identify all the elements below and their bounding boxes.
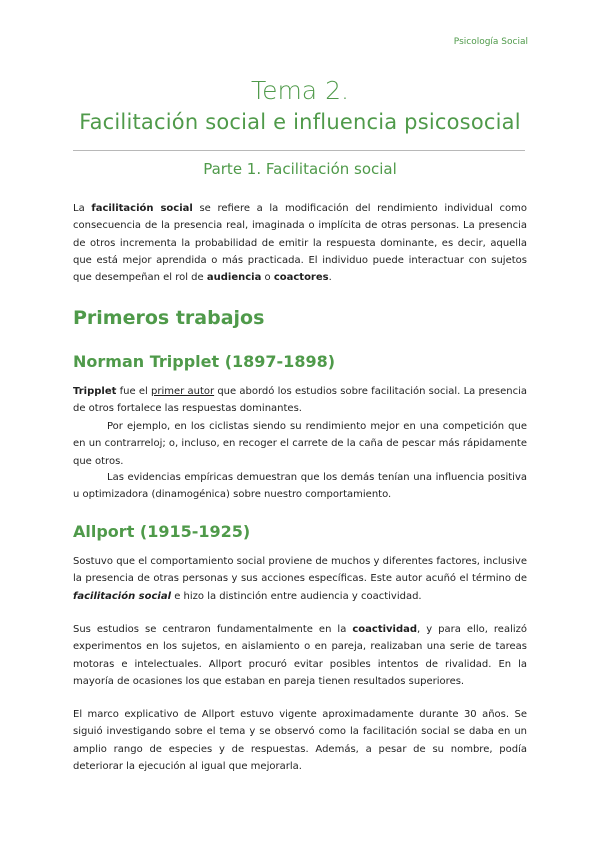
- underlined-primer-autor: primer autor: [151, 386, 215, 397]
- allport-paragraph-1: Sostuvo que el comportamiento social proviene de muchos y diferentes factores, inclusive la presencia de otras personas y sus acciones específicas. Este autor acuñó el término de facilitación social e hizo la distinción entre audiencia y coactividad.: [73, 556, 527, 602]
- tripplet-paragraph-3: Las evidencias empíricas demuestran que los demás tenían una influencia positiva u optimizadora (dinamogénica) sobre nuestro comportamiento.: [73, 472, 527, 501]
- running-header: Psicología Social: [453, 37, 528, 47]
- allport-paragraph-3: El marco explicativo de Allport estuvo vigente aproximadamente durante 30 años. Se siguió investigando sobre el tema y se observó como la facilitación social se daba en un amplio rango de especies y de respuestas. Además, a pesar de su nombre, podía deteriorar la ejecución al igual que mejorarla.: [73, 709, 527, 772]
- tripplet-paragraph-2: Por ejemplo, en los ciclistas siendo su rendimiento mejor en una competición que en un contrarreloj; o, incluso, en recoger el carrete de la caña de pescar más rápidamente que otros.: [73, 421, 527, 467]
- topic-title: Tema 2.: [251, 76, 349, 105]
- term-coactores: coactores: [273, 272, 329, 284]
- heading-allport: Allport (1915-1925): [73, 522, 251, 541]
- term-facilitacion-social-italic: facilitación social: [73, 590, 172, 602]
- heading-tripplet: Norman Tripplet (1897-1898): [73, 352, 336, 371]
- term-audiencia: audiencia: [206, 272, 262, 284]
- allport-paragraph-2: Sus estudios se centraron fundamentalmente en la coactividad, y para ello, realizó experimentos en los sujetos, en aislamiento o en pareja, realizaban una serie de tareas motoras e intelectuales. Allport procuró evitar posibles intentos de rivalidad. En la mayoría de ocasiones los que estaban en pareja tienen resultados superiores.: [73, 624, 527, 687]
- title-divider: [73, 150, 525, 151]
- tripplet-paragraph-1: Tripplet fue el primer autor que abordó los estudios sobre facilitación social. La presencia de otros fortalece las respuestas dominantes.: [73, 386, 527, 415]
- term-coactividad: coactividad: [352, 624, 418, 635]
- part-title: Parte 1. Facilitación social: [203, 160, 397, 178]
- term-facilitacion-social: facilitación social: [91, 203, 193, 214]
- topic-subtitle: Facilitación social e influencia psicosocial: [79, 110, 521, 134]
- intro-paragraph: La facilitación social se refiere a la modificación del rendimiento individual como consecuencia de la presencia real, imaginada o implícita de otras personas. La presencia de otros incrementa la probabilidad de emitir la respuesta dominante, es decir, aquella que está mejor aprendida o más practicada. El individuo puede interactuar con sujetos que desempeñan el rol de audiencia o coactores.: [73, 203, 527, 284]
- section-heading-primeros-trabajos: Primeros trabajos: [73, 307, 265, 329]
